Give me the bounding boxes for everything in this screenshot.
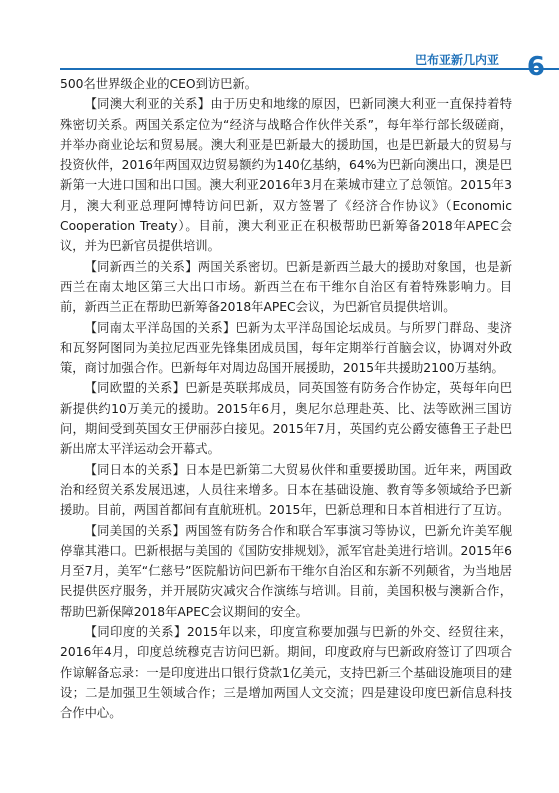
header-divider: [60, 68, 559, 70]
paragraph-india: 【同印度的关系】2015年以来，印度宣称要加强与巴新的外交、经贸往来，2016年4月，印度总统穆克吉访问巴新。期间，印度政府与巴新政府签订了四项合作谅解备忘录：一是印度进出口银行贷款1亿美元，支持巴新三个基础设施项目的建设；二是加强卫生领域合作；三是增加两国人文交流；四是建设印度巴新信息科技合作中心。: [60, 625, 512, 721]
paragraph-pacific-islands: 【同南太平洋岛国的关系】巴新为太平洋岛国论坛成员。与所罗门群岛、斐济和瓦努阿图同为美拉尼西亚先锋集团成员国，每年定期举行首脑会议，协调对外政策，商讨加强合作。巴新每年对周边岛国开展援助，2015年共援助2100万基纳。: [60, 320, 512, 376]
paragraph-usa: 【同美国的关系】两国签有防务合作和联合军事演习等协议，巴新允许美军舰停靠其港口。巴新根据与美国的《国防安排规划》，派军官赴美进行培训。2015年6月至7月，美军“仁慈号”医院船访问巴新布干维尔自治区和东新不列颠省，为当地居民提供医疗服务，并开展防灾减灾合作演练与培训。目前，美国积极与澳新合作，帮助巴新保障2018年APEC会议期间的安全。: [60, 523, 512, 619]
paragraph-new-zealand: 【同新西兰的关系】两国关系密切。巴新是新西兰最大的援助对象国，也是新西兰在南太地区第三大出口市场。新西兰在布干维尔自治区有着特殊影响力。目前，新西兰正在帮助巴新筹备2018年APEC会议，为巴新官员提供培训。: [60, 259, 512, 315]
page-number: 6: [526, 52, 545, 82]
paragraph-japan: 【同日本的关系】日本是巴新第二大贸易伙伴和重要援助国。近年来，两国政治和经贸关系发展迅速，人员往来增多。日本在基础设施、教育等多领域给予巴新援助。目前，两国首都间有直航班机。2015年，巴新总理和日本首相进行了互访。: [60, 462, 512, 518]
paragraph-eu: 【同欧盟的关系】巴新是英联邦成员，同英国签有防务合作协定，英每年向巴新提供约10万美元的援助。2015年6月，奥尼尔总理赴英、比、法等欧洲三国访问，期间受到英国女王伊丽莎白接见。2015年7月，英国约克公爵安德鲁王子赴巴新出席太平洋运动会开幕式。: [60, 381, 512, 457]
running-header-title: 巴布亚新几内亚: [414, 53, 499, 67]
body-text: [60, 74, 512, 724]
paragraph-continuation: 500名世界级企业的CEO到访巴新。: [60, 77, 258, 91]
paragraph-australia: 【同澳大利亚的关系】由于历史和地缘的原因，巴新同澳大利亚一直保持着特殊密切关系。两国关系定位为“经济与战略合作伙伴关系”，每年举行部长级磋商，并举办商业论坛和贸易展。澳大利亚是巴新最大的援助国，也是巴新最大的贸易与投资伙伴，2016年两国双边贸易额约为140亿基纳，64%为巴新向澳出口，澳是巴新第一大进口国和出口国。澳大利亚2016年3月在莱城市建立了总领馆。2015年3月，澳大利亚总理阿博特访问巴新，双方签署了《经济合作协议》（Economic Cooperation Treaty）。目前，澳大利亚正在积极帮助巴新筹备2018年APEC会议，并为巴新官员提供培训。: [60, 97, 512, 254]
